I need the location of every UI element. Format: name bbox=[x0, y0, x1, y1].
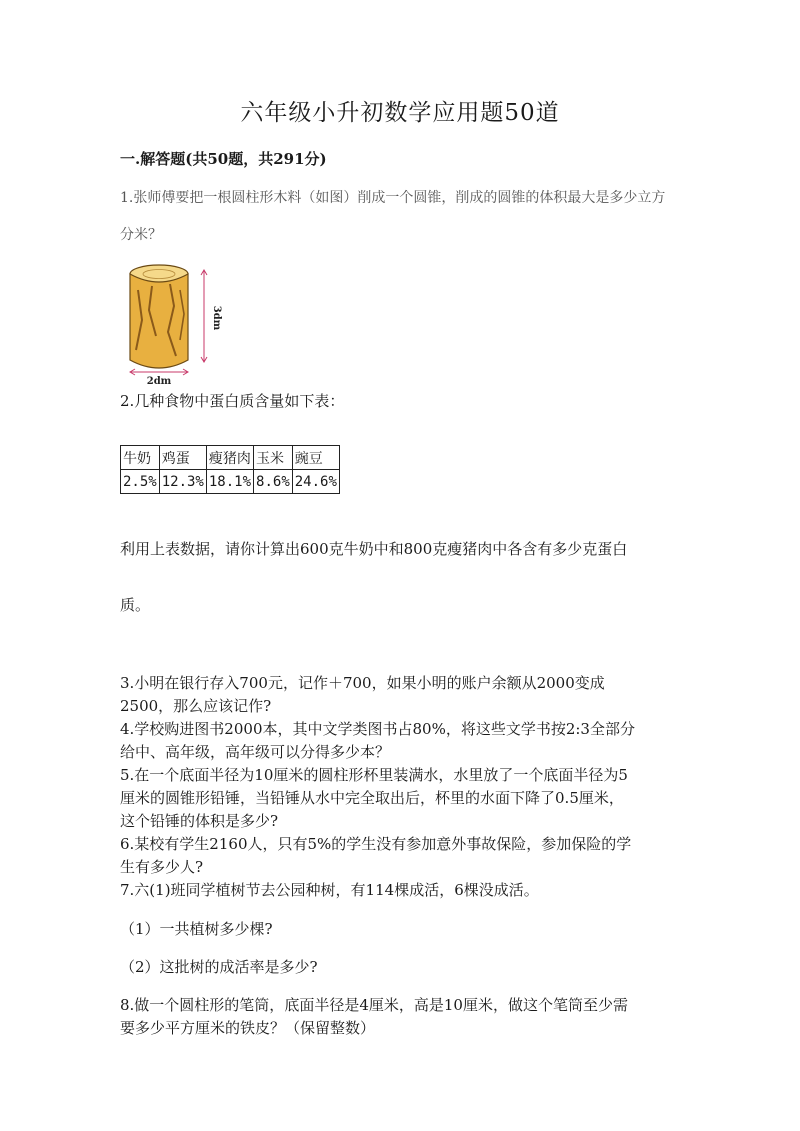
table-header-cell: 牛奶 bbox=[121, 446, 160, 470]
table-row bbox=[121, 446, 340, 470]
q4-line1: 4.学校购进图书2000本，其中文学类图书占80%，将这些文学书按2:3全部分 bbox=[120, 720, 635, 738]
q7-sub1: （1）一共植树多少棵? bbox=[120, 920, 273, 938]
q2-ask-line1: 利用上表数据，请你计算出600克牛奶中和800克瘦猪肉中各含有多少克蛋白 bbox=[120, 540, 628, 558]
table-header-cell: 瘦猪肉 bbox=[206, 446, 253, 470]
q6-line1: 6.某校有学生2160人，只有5%的学生没有参加意外事故保险，参加保险的学 bbox=[120, 835, 632, 853]
cylinder-wood-figure bbox=[118, 260, 228, 388]
q3-line1: 3.小明在银行存入700元，记作＋700，如果小明的账户余额从2000变成 bbox=[120, 674, 605, 692]
table-value-cell: 18.1% bbox=[206, 470, 253, 494]
q1-line2: 分米？ bbox=[120, 227, 162, 243]
table-value-cell: 8.6% bbox=[254, 470, 293, 494]
table-row bbox=[121, 470, 340, 494]
table-value-cell: 24.6% bbox=[292, 470, 339, 494]
height-label: 3dm bbox=[211, 305, 222, 331]
table-header-cell: 豌豆 bbox=[292, 446, 339, 470]
q2-intro: 2.几种食物中蛋白质含量如下表： bbox=[120, 392, 345, 410]
table-value-cell: 2.5% bbox=[121, 470, 160, 494]
q2-ask-line2: 质。 bbox=[120, 596, 151, 614]
q4-line2: 给中、高年级，高年级可以分得多少本？ bbox=[120, 743, 391, 761]
table-value-cell: 12.3% bbox=[159, 470, 206, 494]
q6-line2: 生有多少人? bbox=[120, 858, 204, 876]
q1-line1: 1.张师傅要把一根圆柱形木料（如图）削成一个圆锥，削成的圆锥的体积最大是多少立方 bbox=[120, 190, 666, 206]
q8-line1: 8.做一个圆柱形的笔筒，底面半径是4厘米，高是10厘米，做这个笔筒至少需 bbox=[120, 996, 628, 1014]
q3-line2: 2500，那么应该记作? bbox=[120, 697, 272, 715]
q7-line1: 7.六(1)班同学植树节去公园种树，有114棵成活，6棵没成活。 bbox=[120, 881, 539, 899]
wood-body bbox=[130, 274, 188, 368]
table-header-cell: 玉米 bbox=[254, 446, 293, 470]
protein-table bbox=[120, 445, 340, 494]
q7-sub2: （2）这批树的成活率是多少? bbox=[120, 958, 318, 976]
diameter-label: 2dm bbox=[146, 376, 172, 387]
section-heading: 一.解答题(共50题，共291分) bbox=[120, 150, 327, 168]
q5-line3: 这个铅锤的体积是多少? bbox=[120, 812, 279, 830]
page-title: 六年级小升初数学应用题50道 bbox=[240, 100, 560, 126]
q5-line2: 厘米的圆锥形铅锤，当铅锤从水中完全取出后，杯里的水面下降了0.5厘米， bbox=[120, 789, 624, 807]
q5-line1: 5.在一个底面半径为10厘米的圆柱形杯里装满水，水里放了一个底面半径为5 bbox=[120, 766, 628, 784]
table-header-cell: 鸡蛋 bbox=[159, 446, 206, 470]
q8-line2: 要多少平方厘米的铁皮？（保留整数） bbox=[120, 1019, 376, 1037]
